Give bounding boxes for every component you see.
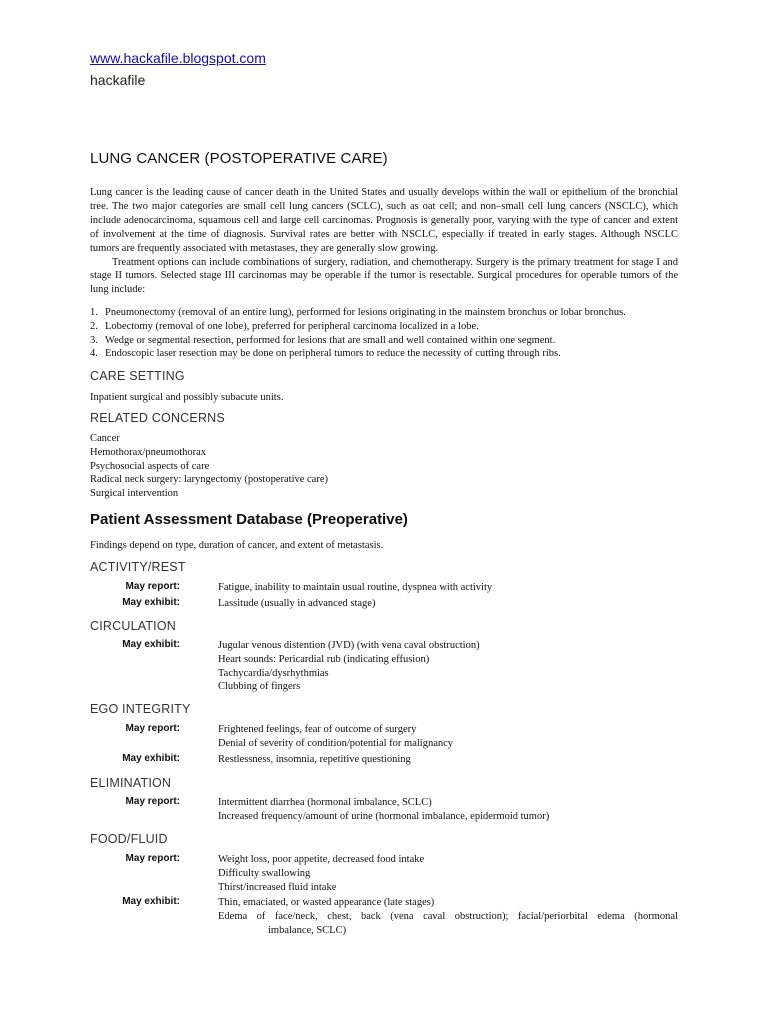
activity-rest-heading: ACTIVITY/REST [90, 560, 186, 574]
food-fluid-heading: FOOD/FLUID [90, 832, 168, 846]
may-exhibit-label: May exhibit: [122, 896, 180, 907]
list-item: Hemothorax/pneumothorax [90, 446, 207, 458]
food-report-values: Weight loss, poor appetite, decreased food intake Difficulty swallowing Thirst/increased fluid intake [218, 854, 425, 893]
activity-report-values: Fatigue, inability to maintain usual routine, dyspnea with activity [218, 582, 493, 593]
list-item: Surgical intervention [90, 488, 179, 500]
list-item: Cancer [90, 433, 120, 444]
related-concerns-list [90, 432, 328, 501]
procedure-list [90, 306, 678, 361]
circulation-heading: CIRCULATION [90, 619, 177, 633]
related-concerns-heading: RELATED CONCERNS [90, 411, 225, 425]
may-exhibit-label: May exhibit: [122, 597, 180, 608]
list-item: Radical neck surgery: laryngectomy (postoperative care) [90, 474, 328, 486]
page-title: LUNG CANCER (POSTOPERATIVE CARE) [90, 150, 388, 167]
may-report-label: May report: [125, 796, 180, 807]
may-exhibit-label: May exhibit: [122, 753, 180, 764]
circulation-exhibit-values: Jugular venous distention (JVD) (with vena caval obstruction) Heart sounds: Pericardial rub (indicating effusion) Tachycardia/dysrhythmias Clubbing of fingers [218, 640, 480, 693]
may-report-label: May report: [125, 581, 180, 592]
list-item: 1. Pneumonectomy (removal of an entire lung), performed for lesions originating in the mainstem bronchus or lobar bronchus. [90, 307, 626, 318]
list-item: Psychosocial aspects of care [90, 460, 210, 472]
intro-paragraph-2: Treatment options can include combinations of surgery, radiation, and chemotherapy. Surgery is the primary treatment for stage I and stage II tumors. Selected stage III carcinomas may be operable if the tumor is resectable. Surgical procedures for operable tumors of the lung include: [90, 256, 678, 296]
elimination-report-values: Intermittent diarrhea (hormonal imbalance, SCLC) Increased frequency/amount of urine (hormonal imbalance, epidermoid tumor) [218, 797, 550, 822]
care-setting-text: Inpatient surgical and possibly subacute units. [90, 392, 284, 403]
list-item: 4. Endoscopic laser resection may be done on peripheral tumors to reduce the necessity of cutting through ribs. [90, 348, 561, 360]
ego-integrity-heading: EGO INTEGRITY [90, 702, 191, 716]
site-name: hackafile [90, 72, 146, 88]
may-report-label: May report: [125, 853, 180, 864]
intro-paragraph-1: Lung cancer is the leading cause of cancer death in the United States and usually develops within the wall or epithelium of the bronchial tree. The two major categories are small cell lung cancers (SCLC), such as oat cell; and non–small cell lung cancers (NSCLC), which include adenocarcinoma, squamous cell and large cell carcinomas. Prognosis is generally poor, varying with the type of cancer and extent of involvement at the time of diagnosis. Survival rates are better with NSCLC, especially if treated in early stages. Although NSCLC tumors are frequently associated with metastases, they are generally slow growing. [90, 187, 678, 254]
list-item: 3. Wedge or segmental resection, performed for lesions that are small and well contained within one segment. [90, 334, 556, 346]
intro-text [90, 186, 678, 297]
food-exhibit-values: Thin, emaciated, or wasted appearance (late stages) Edema of face/neck, chest, back (vena caval obstruction); facial/periorbital edema (hormonal imbalance, SCLC) [218, 897, 678, 936]
elimination-heading: ELIMINATION [90, 776, 172, 790]
assessment-heading: Patient Assessment Database (Preoperative) [90, 511, 408, 528]
assessment-intro: Findings depend on type, duration of cancer, and extent of metastasis. [90, 540, 384, 551]
care-setting-heading: CARE SETTING [90, 369, 185, 383]
list-item: 2. Lobectomy (removal of one lobe), preferred for peripheral carcinoma localized in a lobe. [90, 320, 479, 332]
may-exhibit-label: May exhibit: [122, 639, 180, 650]
blog-link[interactable]: www.hackafile.blogspot.com [90, 50, 266, 66]
may-report-label: May report: [125, 723, 180, 734]
ego-exhibit-values: Restlessness, insomnia, repetitive questioning [218, 754, 411, 765]
activity-exhibit-values: Lassitude (usually in advanced stage) [218, 598, 376, 609]
ego-report-values: Frightened feelings, fear of outcome of surgery Denial of severity of condition/potential for malignancy [218, 724, 454, 749]
